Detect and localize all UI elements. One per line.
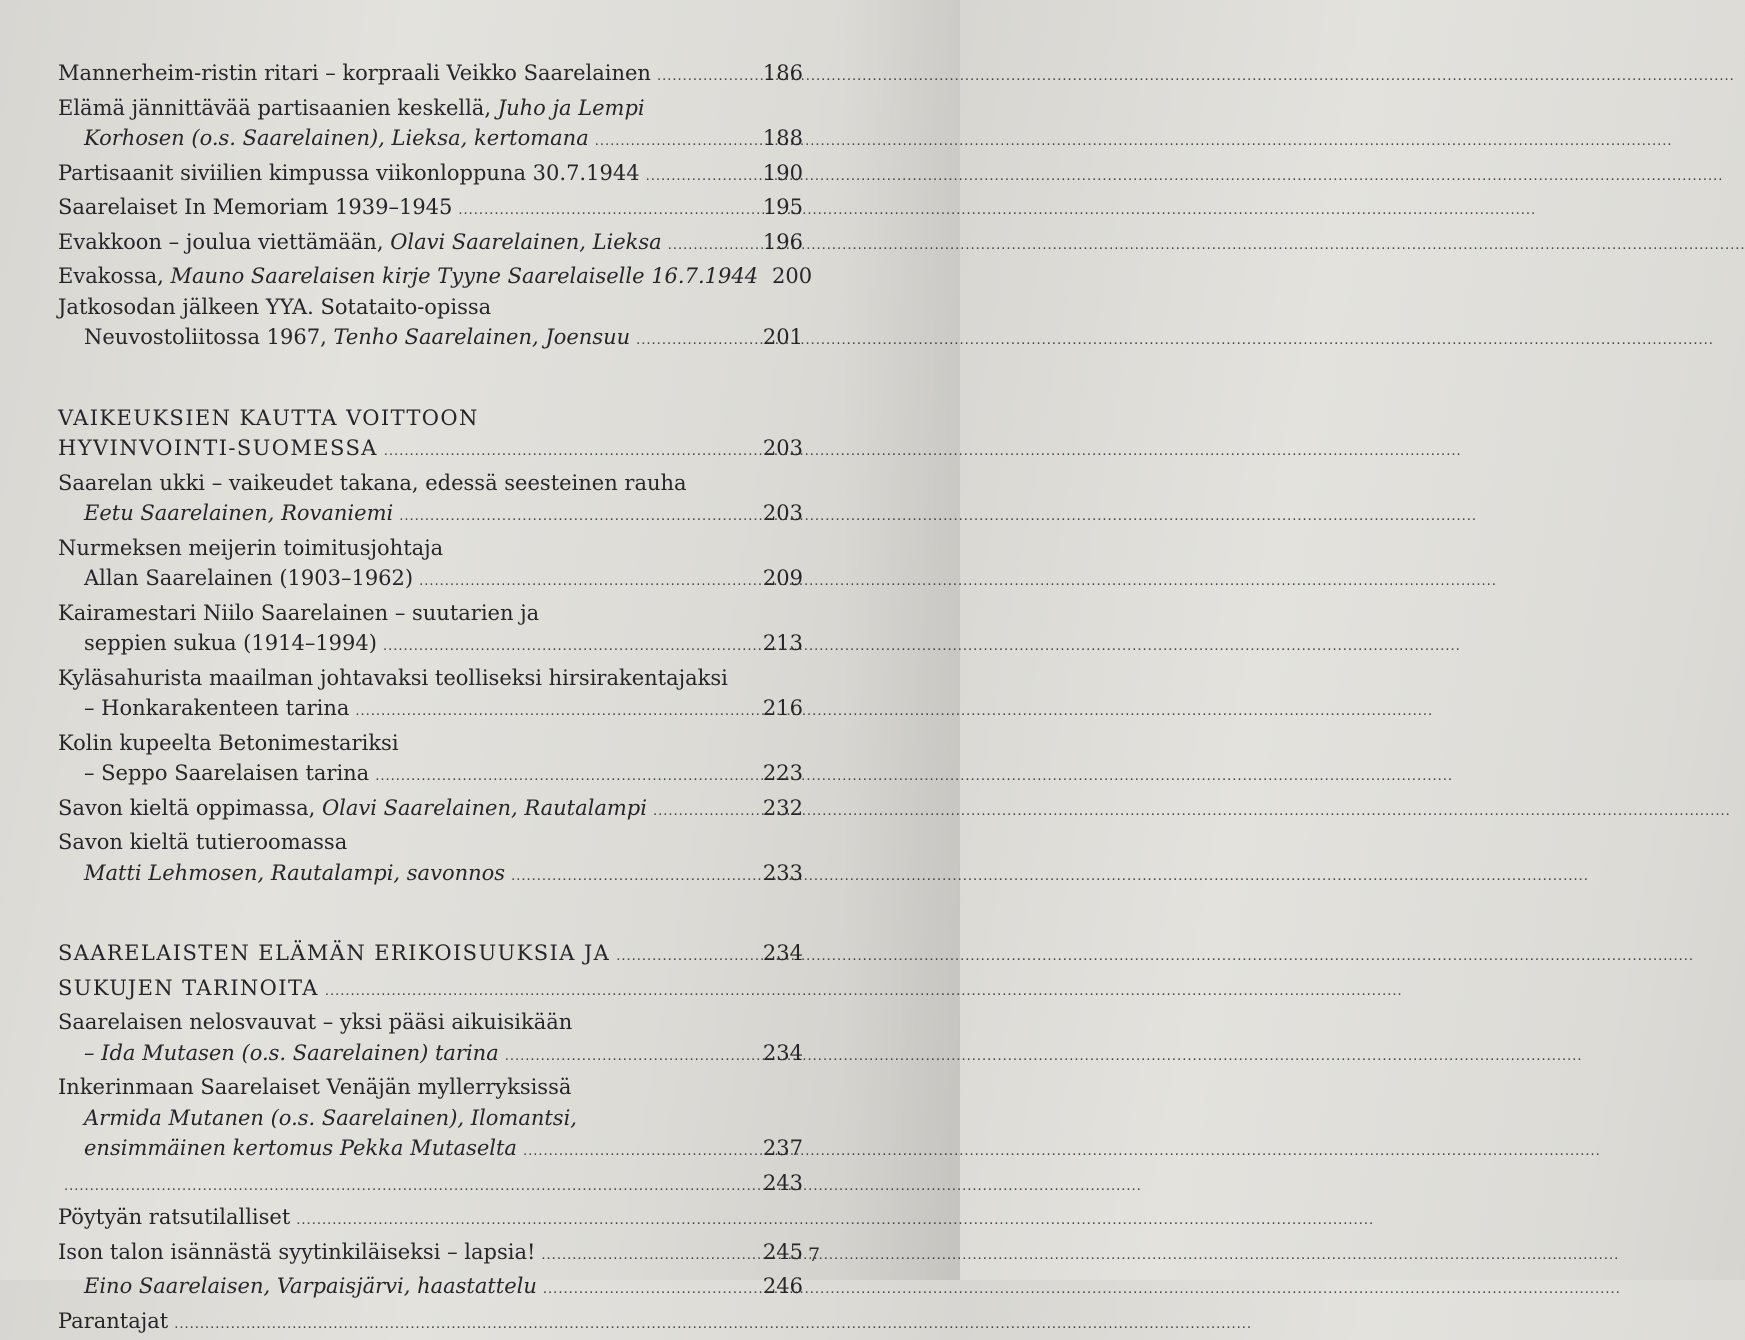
entry-title <box>58 728 399 759</box>
entry-text: Parantajat <box>58 1309 168 1333</box>
entry-text: Ison talon isännästä syytinkiläiseksi – lapsia! <box>58 1240 535 1264</box>
page-ref: 203 <box>749 433 803 464</box>
page-ref: 243 <box>749 1168 803 1199</box>
entry-text: Savon kieltä oppimassa, <box>58 796 322 820</box>
toc-group-war <box>58 58 803 357</box>
toc-entry <box>58 192 803 227</box>
entry-author: Armida Mutanen (o.s. Saarelainen), Ilomantsi, <box>84 1106 577 1130</box>
entry-text: – Honkarakenteen tarina <box>84 696 349 720</box>
toc-page <box>58 58 803 1340</box>
toc-line <box>58 1271 803 1306</box>
entry-title <box>58 58 651 89</box>
leader-dots <box>653 797 743 828</box>
entry-text: – Seppo Saarelaisen tarina <box>84 761 369 785</box>
entry-title <box>58 227 662 258</box>
leader-dots <box>296 1206 797 1237</box>
toc-line <box>58 1072 803 1103</box>
toc-entry <box>58 58 803 93</box>
section-heading <box>58 938 803 1007</box>
entry-title <box>58 598 539 629</box>
entry-text: Saarelaiset In Memoriam 1939–1945 <box>58 195 452 219</box>
toc-line <box>58 158 803 193</box>
toc-line <box>58 533 803 564</box>
toc-line <box>58 938 803 973</box>
toc-line <box>58 563 803 598</box>
toc-line <box>58 663 803 694</box>
entry-title <box>84 1103 577 1134</box>
toc-entry <box>58 93 803 158</box>
toc-line <box>58 192 803 227</box>
entry-title <box>58 1237 535 1268</box>
toc-entry <box>58 533 803 598</box>
leader-dots <box>458 196 743 227</box>
entry-text: Kolin kupeelta Betonimestariksi <box>58 731 399 755</box>
entry-text: Jatkosodan jälkeen YYA. Sotataito-opissa <box>58 295 491 319</box>
entry-title <box>58 827 347 858</box>
entry-author: Matti Lehmosen, Rautalampi, savonnos <box>84 861 505 885</box>
page-ref: 223 <box>749 758 803 789</box>
leader-dots <box>383 632 743 663</box>
toc-entry <box>58 227 803 262</box>
entry-text: SUKUJEN TARINOITA <box>58 976 319 1000</box>
toc-line <box>58 827 803 858</box>
toc-entry <box>58 728 803 793</box>
leader-dots <box>668 231 743 262</box>
toc-entry <box>58 1237 803 1306</box>
page-number: 7 <box>808 1244 820 1266</box>
page-ref: 209 <box>749 563 803 594</box>
entry-title <box>84 123 589 154</box>
toc-line <box>58 758 803 793</box>
leader-dots <box>595 127 743 158</box>
toc-line <box>58 498 803 533</box>
leader-dots <box>523 1137 743 1168</box>
entry-text: Partisaanit siviilien kimpussa viikonloppuna 30.7.1944 <box>58 161 640 185</box>
entry-title <box>58 938 610 969</box>
entry-text: Pöytyän ratsutilalliset <box>58 1205 290 1229</box>
page-ref: 237 <box>749 1133 803 1164</box>
leader-dots <box>375 762 743 793</box>
leader-dots <box>541 1241 743 1272</box>
entry-author: Eino Saarelaisen, Varpaisjärvi, haastattelu <box>84 1274 537 1298</box>
entry-text: SAARELAISTEN ELÄMÄN ERIKOISUUKSIA JA <box>58 941 610 965</box>
entry-text: Neuvostoliitossa 1967, <box>84 325 333 349</box>
toc-line <box>58 598 803 629</box>
entry-title <box>58 533 443 564</box>
entry-title <box>58 192 452 223</box>
page-ref: 203 <box>749 498 803 529</box>
entry-author: Juho ja Lempi <box>498 96 645 120</box>
page-ref: 216 <box>749 693 803 724</box>
entry-text: Saarelaisen nelosvauvat – yksi pääsi aikuisikään <box>58 1010 572 1034</box>
page-ref: 232 <box>749 793 803 824</box>
leader-dots <box>511 862 743 893</box>
entry-title <box>58 158 640 189</box>
entry-text: Kairamestari Niilo Saarelainen – suutarien ja <box>58 601 539 625</box>
entry-title <box>58 403 479 434</box>
entry-title <box>84 563 413 594</box>
toc-group-curiosities <box>58 938 803 1340</box>
leader-dots <box>174 1310 797 1340</box>
entry-author: Tenho Saarelainen, Joensuu <box>333 325 630 349</box>
toc-entry <box>58 158 803 193</box>
entry-title <box>58 468 687 499</box>
toc-line <box>58 1168 803 1203</box>
toc-entry <box>58 1306 803 1340</box>
entry-text: Saarelan ukki – vaikeudet takana, edessä seesteinen rauha <box>58 471 687 495</box>
section-heading <box>58 403 803 468</box>
entry-text: Elämä jännittävää partisaanien keskellä, <box>58 96 498 120</box>
entry-title <box>58 1072 571 1103</box>
page-ref: 196 <box>749 227 803 258</box>
toc-entry <box>58 793 803 828</box>
toc-entry <box>58 261 803 292</box>
entry-title <box>58 1306 168 1337</box>
entry-text: Evakkoon – joulua viettämään, <box>58 230 390 254</box>
leader-dots <box>657 62 743 93</box>
section-gap <box>58 357 803 403</box>
page-ref: 233 <box>749 858 803 889</box>
entry-title <box>84 628 377 659</box>
entry-text: Allan Saarelainen (1903–1962) <box>84 566 413 590</box>
toc-line <box>58 468 803 499</box>
entry-title <box>58 1007 572 1038</box>
entry-text: Nurmeksen meijerin toimitusjohtaja <box>58 536 443 560</box>
entry-title <box>84 858 505 889</box>
toc-entry <box>58 468 803 533</box>
page-ref: 195 <box>749 192 803 223</box>
toc-line <box>58 1038 803 1073</box>
toc-line <box>58 58 803 93</box>
entry-title <box>58 793 647 824</box>
entry-author: Korhosen (o.s. Saarelainen), Lieksa, kertomana <box>84 126 589 150</box>
page-ref: 201 <box>749 322 803 353</box>
toc-line <box>58 93 803 124</box>
entry-title <box>58 93 645 124</box>
entry-title <box>84 322 630 353</box>
page-ref: 213 <box>749 628 803 659</box>
entry-title <box>84 498 393 529</box>
entry-text: HYVINVOINTI-SUOMESSA <box>58 436 378 460</box>
entry-title <box>58 292 491 323</box>
toc-entry <box>58 663 803 728</box>
leader-dots <box>325 977 797 1008</box>
entry-author: Olavi Saarelainen, Rautalampi <box>322 796 647 820</box>
toc-line <box>58 628 803 663</box>
entry-title <box>84 1271 537 1302</box>
entry-author: Eetu Saarelainen, Rovaniemi <box>84 501 393 525</box>
entry-text: Mannerheim-ristin ritari – korpraali Veikko Saarelainen <box>58 61 651 85</box>
toc-line <box>58 1237 803 1272</box>
leader-dots <box>616 942 743 973</box>
toc-line <box>58 292 803 323</box>
leader-dots <box>64 1172 743 1203</box>
toc-entry <box>58 1168 803 1237</box>
entry-author: – Ida Mutasen (o.s. Saarelainen) tarina <box>84 1041 499 1065</box>
page-ref: 245 <box>749 1237 803 1268</box>
entry-text: Savon kieltä tutieroomassa <box>58 830 347 854</box>
entry-title <box>58 1202 290 1233</box>
toc-group-welfare <box>58 403 803 893</box>
page-ref: 200 <box>758 261 812 292</box>
leader-dots <box>646 162 743 193</box>
page-ref: 186 <box>749 58 803 89</box>
entry-text: seppien sukua (1914–1994) <box>84 631 377 655</box>
entry-text: Evakossa, <box>58 264 171 288</box>
entry-title <box>84 1133 517 1164</box>
toc-line <box>58 261 803 292</box>
toc-line <box>58 123 803 158</box>
page-ref: 190 <box>749 158 803 189</box>
toc-entry <box>58 292 803 357</box>
toc-entry <box>58 1007 803 1072</box>
toc-line <box>58 693 803 728</box>
entry-author: Olavi Saarelainen, Lieksa <box>390 230 662 254</box>
toc-line <box>58 227 803 262</box>
page-ref: 246 <box>749 1271 803 1302</box>
toc-line <box>58 1133 803 1168</box>
page-ref: 234 <box>749 938 803 969</box>
entry-title <box>84 693 349 724</box>
entry-title <box>58 433 378 464</box>
toc-line <box>58 403 803 434</box>
leader-dots <box>543 1275 743 1306</box>
entry-text: Inkerinmaan Saarelaiset Venäjän myllerryksissä <box>58 1075 571 1099</box>
entry-text: VAIKEUKSIEN KAUTTA VOITTOON <box>58 406 479 430</box>
entry-title <box>84 758 369 789</box>
leader-dots <box>384 437 743 468</box>
toc-line <box>58 433 803 468</box>
toc-line <box>58 793 803 828</box>
toc-entry <box>58 1072 803 1168</box>
toc-line <box>58 1007 803 1038</box>
entry-title <box>58 261 758 292</box>
leader-dots <box>399 502 743 533</box>
toc-line <box>58 1103 803 1134</box>
page-ref: 234 <box>749 1038 803 1069</box>
entry-author: Mauno Saarelaisen kirje Tyyne Saarelaiselle 16.7.1944 <box>171 264 759 288</box>
entry-author: ensimmäinen kertomus Pekka Mutaselta <box>84 1136 517 1160</box>
section-gap <box>58 892 803 938</box>
leader-dots <box>355 697 743 728</box>
leader-dots <box>419 567 743 598</box>
entry-title <box>58 973 319 1004</box>
toc-line <box>58 858 803 893</box>
toc-line <box>58 322 803 357</box>
leader-dots <box>636 326 743 357</box>
toc-line <box>58 1306 803 1340</box>
entry-title <box>84 1038 499 1069</box>
leader-dots <box>505 1042 743 1073</box>
page-ref: 188 <box>749 123 803 154</box>
toc-line <box>58 1202 803 1237</box>
toc-line <box>58 973 803 1008</box>
toc-entry <box>58 598 803 663</box>
entry-text: Kyläsahurista maailman johtavaksi teolliseksi hirsirakentajaksi <box>58 666 728 690</box>
toc-entry <box>58 827 803 892</box>
entry-title <box>58 663 728 694</box>
toc-line <box>58 728 803 759</box>
